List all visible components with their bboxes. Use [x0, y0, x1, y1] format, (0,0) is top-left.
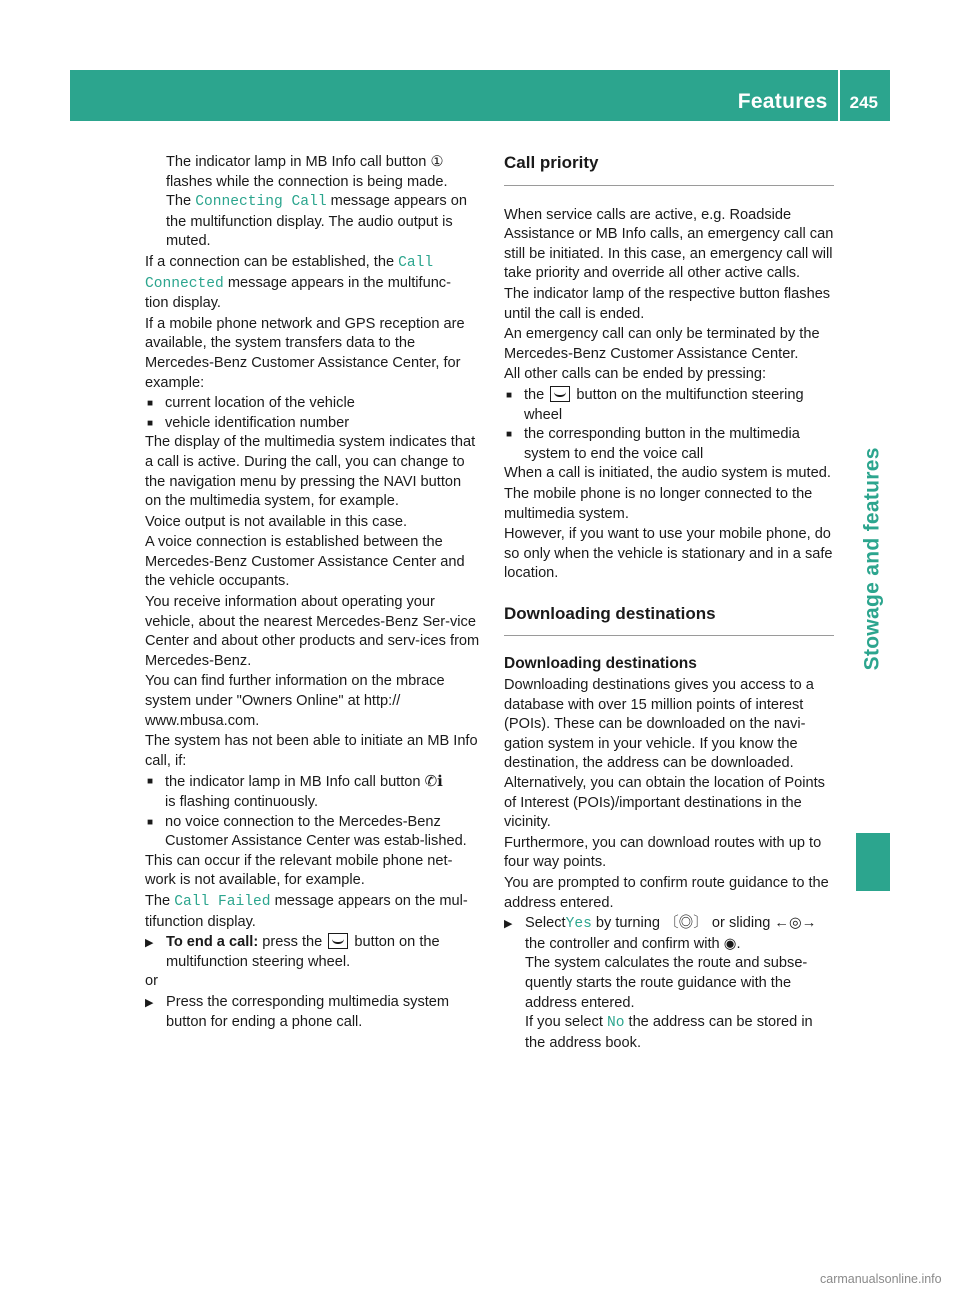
text: by turning — [595, 915, 660, 932]
text: message appears on — [330, 193, 467, 210]
end-call-icon — [328, 933, 348, 949]
text: current location of the vehicle — [165, 395, 355, 412]
paragraph: However, if you want to use your mobile phone, do so only when the vehicle is stationary and in a safe location. — [504, 526, 833, 582]
paragraph: Downloading destinations gives you access to a database with over 15 million points of interest (POIs). These can be downloaded on the navi-gation system in your vehicle. If you know the destination, the address can be downloaded. Alternatively, you can obtain the location of Points of Interest (POIs)/important destinations in the vicinity. — [504, 677, 825, 831]
text: message appears on the mul- — [274, 892, 468, 909]
section-side-label: Stowage and features — [861, 447, 885, 671]
bullet-mark: ■ — [147, 398, 154, 410]
text: is flashing continuously. — [165, 794, 319, 810]
text: The — [166, 193, 192, 210]
text: Select — [525, 915, 566, 932]
connected-message: Connected — [145, 275, 224, 292]
paragraph: An emergency call can only be terminated by the Mercedes-Benz Customer Assistance Center. — [504, 326, 820, 362]
text: vehicle identification number — [165, 414, 350, 431]
text: no voice connection to the Mercedes-Benz Customer Assistance Center was estab-lished. — [165, 813, 467, 850]
paragraph: This can occur if the relevant mobile phone net-work is not available, for example. — [145, 852, 453, 889]
text: the corresponding button in the multimedia system to end the voice call — [524, 426, 800, 462]
text: SelectYes by turning 〔◎〕 or sliding ←◎→ the controller and confirm with ◉. The system calculates the route and subse-quently starts the route guidance with the address entered. If you select No the address can be stored in the address book. — [525, 915, 817, 1051]
paragraph: The display of the multimedia system indicates that a call is active. During the call, you can change to the navigation menu by pressing the NAVI button on the multimedia system, for example. — [145, 434, 476, 510]
step-arrow-icon: ▶ — [145, 937, 154, 950]
side-marker-block — [856, 833, 890, 891]
controller-turn-icon: 〔◎〕 — [664, 915, 708, 932]
paragraph: A voice connection is established between the Mercedes-Benz Customer Assistance Center and the vehicle occupants. — [145, 534, 465, 590]
text: the — [524, 386, 545, 403]
bullet-mark: ■ — [506, 389, 513, 401]
text: tion display. — [145, 295, 221, 312]
text: If you select — [525, 1014, 603, 1031]
instruction-step — [145, 993, 481, 1032]
text: To end a call: — [166, 934, 259, 951]
page-number: 245 — [849, 93, 878, 113]
circled-1-icon: ① — [430, 154, 444, 170]
step-arrow-icon: ▶ — [145, 996, 154, 1009]
yes-option: Yes — [565, 916, 592, 933]
bullet-mark: ■ — [147, 776, 154, 788]
call-priority-heading: Call priority — [504, 153, 834, 186]
phone-info-icon: ✆ℹ — [424, 773, 443, 791]
text: The indicator lamp in MB Info call button — [166, 154, 427, 170]
section-side-tab — [856, 430, 890, 688]
right-column — [504, 153, 834, 1053]
text: the address can be stored in the address book. — [525, 1014, 813, 1051]
instruction-step — [504, 914, 834, 1053]
list-item — [145, 394, 481, 414]
spacer — [504, 186, 834, 206]
paragraph: All other calls can be ended by pressing: — [504, 366, 767, 383]
text: muted. — [166, 233, 211, 250]
paragraph: When a call is initiated, the audio system is muted. — [504, 465, 831, 482]
list-item — [145, 813, 481, 852]
list-item — [145, 414, 481, 434]
list-item — [504, 386, 834, 425]
call-failed-message: Call Failed — [174, 893, 271, 910]
paragraph: The system has not been able to initiate an MB Info call, if: — [145, 733, 478, 769]
text: the multifunction display. The audio output is — [166, 213, 453, 230]
text: Press the corresponding multimedia system button for ending a phone call. — [166, 993, 450, 1030]
connecting-call-message: Connecting Call — [195, 194, 327, 211]
text: If a connection can be established, the — [145, 253, 395, 270]
list-item — [145, 772, 481, 812]
paragraph: The mobile phone is no longer connected to the multimedia system. — [504, 485, 813, 522]
bullet-mark: ■ — [506, 429, 513, 441]
header-title: Features — [737, 90, 828, 114]
text: the indicator lamp in MB Info call button — [165, 774, 421, 791]
no-option: No — [606, 1015, 625, 1032]
paragraph: You receive information about operating your vehicle, about the nearest Mercedes-Benz Ser-vice Center and about other products and serv-ices from Mercedes-Benz. — [145, 594, 480, 669]
text: The — [145, 892, 171, 909]
connecting-info — [145, 153, 481, 252]
downloading-destinations-subheading: Downloading destinations — [504, 655, 697, 673]
or-text: or — [145, 973, 158, 990]
step-arrow-icon: ▶ — [504, 918, 513, 931]
controller-slide-icon: ←◎→ — [774, 915, 817, 932]
call-message-1: Call — [398, 254, 434, 271]
list-item — [504, 425, 834, 464]
paragraph: You are prompted to confirm route guidance to the address entered. — [504, 875, 829, 911]
bullet-mark: ■ — [147, 417, 154, 429]
page-header — [70, 70, 890, 121]
text: tifunction display. — [145, 913, 256, 930]
downloading-destinations-heading: Downloading destinations — [504, 604, 834, 637]
end-call-icon — [550, 386, 570, 402]
left-column — [145, 153, 481, 1032]
paragraph: You can find further information on the mbrace system under "Owners Online" at http:// www.mbusa.com. — [145, 673, 445, 729]
paragraph: When service calls are active, e.g. Roadside Assistance or MB Info calls, an emergency call can still be initiated. In this case, an emergency call will take priority and override all other active calls. — [504, 206, 834, 282]
text: press the — [262, 934, 323, 951]
paragraph: Voice output is not available in this case. — [145, 513, 408, 530]
text: flashes while the connection is being made. — [166, 173, 448, 190]
text: button on the multifunction steering wheel. — [166, 934, 440, 970]
paragraph: The indicator lamp of the respective button flashes until the call is ended. — [504, 285, 831, 322]
bullet-mark: ■ — [147, 816, 154, 828]
watermark-footer: carmanualsonline.info — [820, 1272, 942, 1286]
text: the controller and confirm with — [525, 935, 720, 952]
call-connected-paragraph — [145, 253, 481, 314]
text: The system calculates the route and subse-quently starts the route guidance with the address entered. — [525, 955, 808, 1011]
instruction-step — [145, 933, 481, 972]
call-failed-paragraph — [145, 892, 481, 932]
text — [524, 386, 834, 425]
text: or sliding — [711, 915, 771, 932]
text: button on the multifunction steering wheel — [524, 386, 804, 423]
spacer — [504, 636, 834, 654]
text: message appears in the multifunc- — [227, 274, 451, 291]
text — [165, 772, 443, 812]
spacer — [504, 585, 834, 604]
paragraph: Furthermore, you can download routes with up to four way points. — [504, 834, 822, 871]
text — [166, 933, 481, 972]
controller-press-icon: ◉ — [723, 935, 737, 952]
paragraph: If a mobile phone network and GPS reception are available, the system transfers data to the Mercedes-Benz Customer Assistance Center, for example: — [145, 315, 465, 391]
